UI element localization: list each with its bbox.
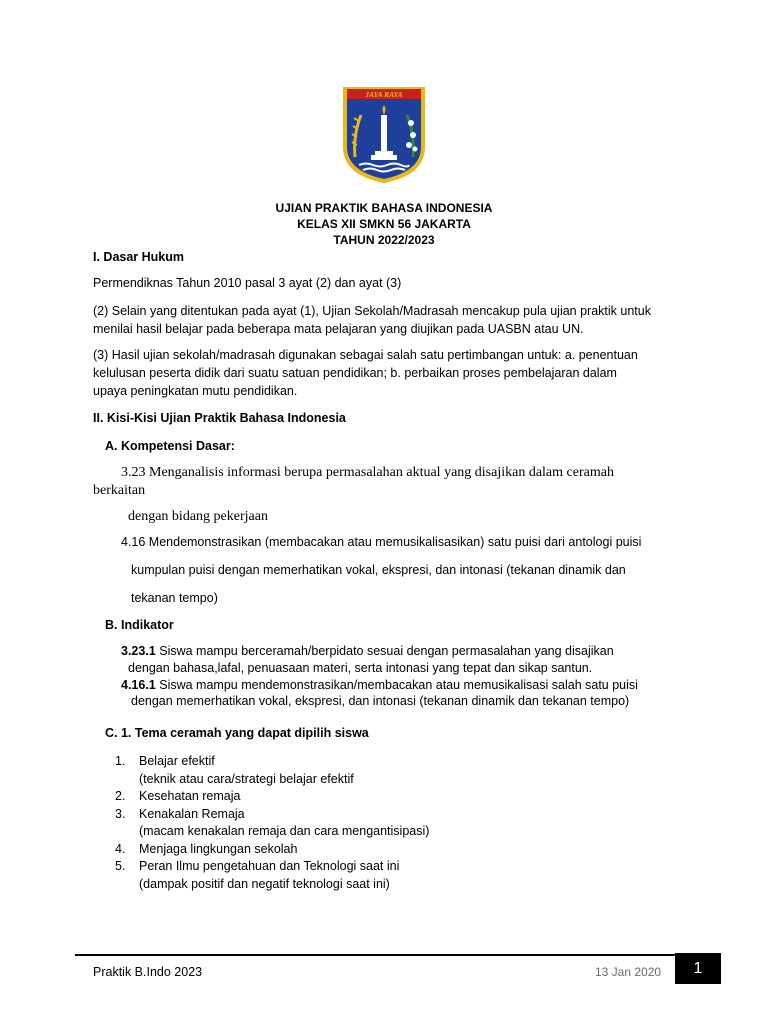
- list-item: 2. Kesehatan remaja: [115, 789, 241, 803]
- footer-date: 13 Jan 2020: [595, 965, 662, 979]
- doc-title-line-2: KELAS XII SMKN 56 JAKARTA: [297, 217, 471, 231]
- list-item-note: (teknik atau cara/strategi belajar efektif: [139, 772, 354, 786]
- kd-1-line3: dengan bidang pekerjaan: [128, 509, 268, 524]
- indicator-1-line1: [121, 643, 614, 660]
- section-1-p1: Permendiknas Tahun 2010 pasal 3 ayat (2) dan ayat (3): [93, 276, 402, 290]
- section-1-p2-line2: menilai hasil belajar pada beberapa mata pelajaran yang diujikan pada UASBN atau UN.: [93, 322, 584, 336]
- list-item: 1. Belajar efektif: [115, 754, 215, 768]
- page-number: 1: [675, 953, 721, 984]
- indicator-2-text: Siswa mampu mendemonstrasikan/membacakan atau memusikalisasi salah satu puisi: [155, 678, 638, 692]
- indicator-2-line1: [121, 677, 638, 694]
- kd-2-line3: tekanan tempo): [131, 591, 218, 605]
- logo-banner-text: JAYA RAYA: [365, 90, 403, 99]
- list-item: 3. Kenakalan Remaja: [115, 807, 245, 821]
- footer-title: Praktik B.Indo 2023: [93, 965, 203, 979]
- section-1-p3-line3: upaya peningkatan mutu pendidikan.: [93, 384, 298, 398]
- section-1-p2-line1: (2) Selain yang ditentukan pada ayat (1), Ujian Sekolah/Madrasah mencakup pula ujian praktik untuk: [93, 304, 651, 318]
- list-item-note: (dampak positif dan negatif teknologi saat ini): [139, 877, 390, 891]
- subsection-a-heading: A. Kompetensi Dasar:: [105, 439, 235, 453]
- section-1-p3-line1: (3) Hasil ujian sekolah/madrasah digunakan sebagai salah satu pertimbangan untuk: a. penentuan: [93, 348, 638, 362]
- doc-title-line-3: TAHUN 2022/2023: [333, 233, 435, 247]
- section-1-heading: I. Dasar Hukum: [93, 250, 185, 264]
- indicator-1-number: 3.23.1: [121, 644, 156, 658]
- section-1-p3-line2: kelulusan peserta didik dari suatu satuan pendidikan; b. perbaikan proses pembelajaran dalam: [93, 366, 617, 380]
- list-item-note: (macam kenakalan remaja dan cara mengantisipasi): [139, 824, 430, 838]
- indicator-1-line2: dengan bahasa,lafal, penuasaan materi, serta intonasi yang tepat dan sikap santun.: [128, 661, 593, 675]
- jaya-raya-emblem-logo: [341, 85, 427, 185]
- kd-1-line2: berkaitan: [93, 483, 146, 498]
- indicator-2-line2: dengan memerhatikan vokal, ekspresi, dan intonasi (tekanan dinamik dan tekanan tempo): [131, 694, 630, 708]
- doc-title-line-1: UJIAN PRAKTIK BAHASA INDONESIA: [275, 201, 493, 215]
- kd-2-line2: kumpulan puisi dengan memerhatikan vokal, ekspresi, dan intonasi (tekanan dinamik dan: [131, 563, 626, 577]
- kd-2-line1: 4.16 Mendemonstrasikan (membacakan atau memusikalisasikan) satu puisi dari antologi puisi: [121, 535, 642, 549]
- kd-1-line1: 3.23 Menganalisis informasi berupa permasalahan aktual yang disajikan dalam ceramah: [121, 465, 614, 480]
- indicator-1-text: Siswa mampu berceramah/berpidato sesuai dengan permasalahan yang disajikan: [155, 644, 614, 658]
- list-item: 5. Peran Ilmu pengetahuan dan Teknologi saat ini: [115, 859, 400, 873]
- footer-divider: [75, 954, 675, 956]
- section-2-heading: II. Kisi-Kisi Ujian Praktik Bahasa Indonesia: [93, 411, 346, 425]
- subsection-b-heading: B. Indikator: [105, 618, 174, 632]
- indicator-2-number: 4.16.1: [121, 678, 156, 692]
- list-item: 4. Menjaga lingkungan sekolah: [115, 842, 298, 856]
- subsection-c-heading: C. 1. Tema ceramah yang dapat dipilih siswa: [105, 726, 369, 740]
